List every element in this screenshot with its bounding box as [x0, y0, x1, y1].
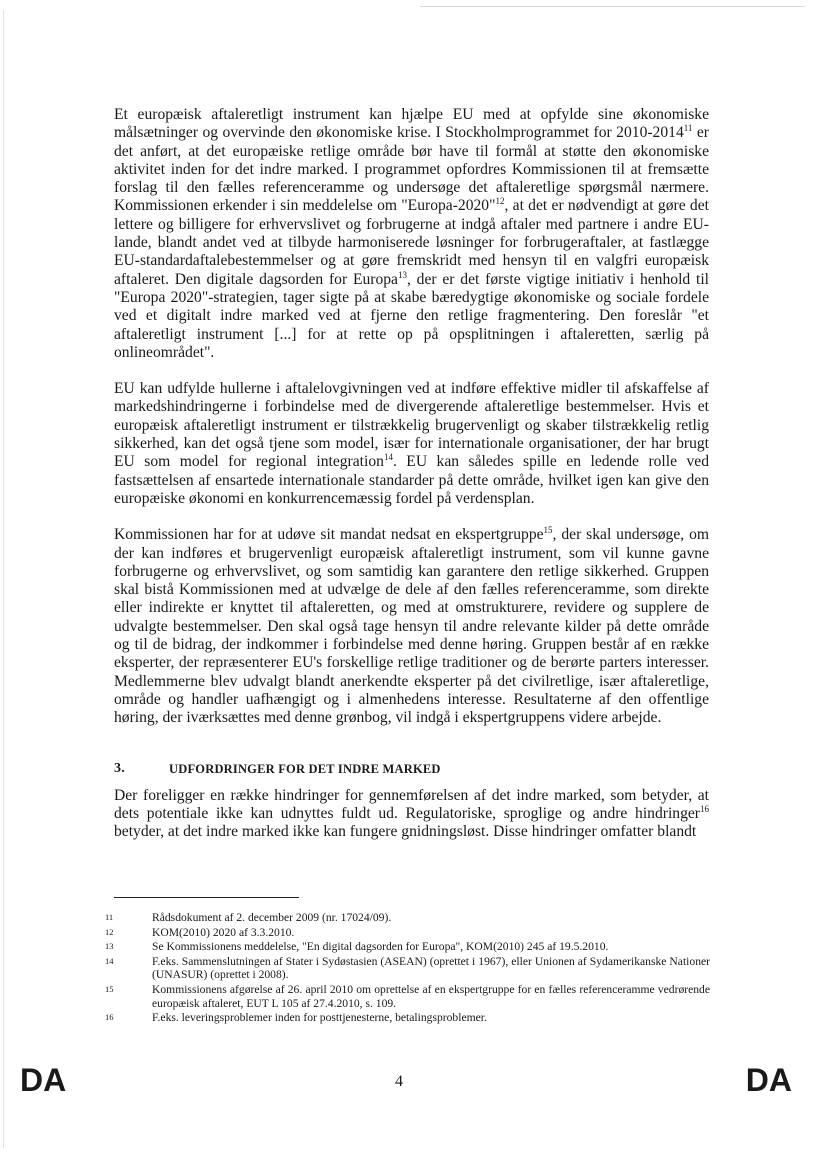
section-title: UDFORDRINGER FOR DET INDRE MARKED: [169, 761, 441, 776]
footnote-item: [105, 955, 710, 982]
paragraph-expert-group: Kommissionen har for at udøve sit mandat nedsat en ekspertgruppe$^{15}$, der skal undersøge, om der kan indføres et brugervenligt europæisk aftaleretligt instrument, som vil kunne gavne forbrugerne og erhvervslivet, og som samtidig kan garantere den retlige sikkerhed. Gruppen skal bistå Kommissionen med at udvælge de dele af den fælles referenceramme, som direkte eller indirekte er knyttet til aftaleretten, og med at omstrukturere, revidere og supplere de udvalgte bestemmelser. Den skal også tage hensyn til andre relevante kilder på dette område og til de bidrag, der indkommer i forbindelse med denne høring. Gruppen består af en række eksperter, der repræsenterer EU's forskellige retlige traditioner og de berørte parters interesser. Medlemmerne blev udvalgt blandt anerkendte eksperter på det civilretlige, især aftaleretlige, område og handler uafhængigt og i almenhedens interesse. Resultaterne af den offentlige høring, der iværksættes med denne grønbog, vil indgå i ekspertgruppens videre arbejde.: [114, 525, 710, 727]
footnote-text: F.eks. Sammenslutningen af Stater i Sydøstasien (ASEAN) (oprettet i 1967), eller Unionen af Sydamerikanske Nationer (UNASUR) (oprettet i 2008).: [152, 954, 710, 982]
footnote-item: [105, 983, 710, 1010]
footnote-item: [105, 911, 710, 925]
language-code-right: DA: [745, 1062, 792, 1098]
footnote-item: [105, 926, 710, 940]
scan-edge-top: [420, 6, 805, 7]
footnote-ref-13[interactable]: 13: [397, 269, 407, 280]
section-number: 3.: [114, 760, 125, 776]
language-code-left: DA: [20, 1062, 67, 1098]
footnote-ref-11[interactable]: 11: [683, 123, 693, 134]
footnote-item: [105, 1011, 710, 1025]
footnote-item: [105, 940, 710, 954]
footnote-number: 14: [105, 955, 114, 966]
paragraph-eu-role: EU kan udfylde hullerne i aftalelovgivningen ved at indføre effektive midler til afskaffelse af markedshindringerne i forbindelse med de divergerende aftaleretlige bestemmelser. Hvis et europæisk aftaleretligt instrument er tilstrækkelig brugervenligt og skaber tilstrækkelig retlig sikkerhed, kan det også tjene som model, især for internationale organisationer, der har brugt EU som model for regional integration$^{14}$. EU kan således spille en ledende rolle ved fastsættelsen af ensartede internationale standarder på dette område, hvilket igen kan give den europæiske økonomi en konkurrencemæssig fordel på verdensplan.: [114, 380, 710, 507]
footnote-ref-14[interactable]: 14: [383, 452, 393, 463]
footnote-text: Rådsdokument af 2. december 2009 (nr. 17024/09).: [152, 911, 392, 924]
footnote-text: KOM(2010) 2020 af 3.3.2010.: [152, 925, 295, 939]
footnote-ref-12[interactable]: 12: [495, 196, 505, 207]
footnote-text: Se Kommissionens meddelelse, "En digital dagsorden for Europa", KOM(2010) 245 af 19.5.2010.: [152, 940, 609, 954]
footnote-number: 12: [105, 926, 114, 937]
footnote-number: 13: [105, 941, 114, 952]
footnote-number: 16: [105, 1012, 114, 1023]
footnote-number: 11: [105, 912, 114, 922]
footnote-text: Kommissionens afgørelse af 26. april 2010 om oprettelse af en ekspertgruppe for en fælles referenceramme vedrørende europæisk aftaleret, EUT L 105 af 27.4.2010, s. 109.: [152, 982, 710, 1010]
footnote-number: 15: [105, 983, 114, 994]
footnote-ref-16[interactable]: 16: [700, 803, 709, 814]
footnote-ref-15[interactable]: 15: [543, 525, 553, 536]
paragraph-internal-market-barriers: Der foreligger en række hindringer for gennemførelsen af det indre marked, som betyder, at dets potentiale ikke kan udnyttes fuldt ud. Regulatoriske, sproglige og andre hindringer$^{16}$ betyder, at det indre marked ikke kan fungere gnidningsløst. Disse hindringer omfatter blandt: [114, 786, 709, 841]
section-heading: [114, 760, 709, 778]
footnote-text: F.eks. leveringsproblemer inden for posttjenesterne, betalingsproblemer.: [152, 1011, 487, 1025]
footnote-separator: [114, 897, 299, 898]
scan-edge-left: [3, 10, 4, 1148]
page-body: [114, 106, 709, 860]
footnotes: [105, 911, 710, 1026]
page-number: 4: [395, 1073, 403, 1090]
paragraph-instrument-benefits: Et europæisk aftaleretligt instrument kan hjælpe EU med at opfylde sine økonomiske målsætninger og overvinde den økonomiske krise. I Stockholmprogrammet for 2010-2014$^{11}$ er det anført, at det europæiske retlige område bør have til formål at støtte den økonomiske aktivitet inden for det indre marked. I programmet opfordres Kommissionen til at fremsætte forslag til den fælles referenceramme og undersøge det aftaleretlige spørgsmål nærmere. Kommissionen erkender i sin meddelelse om "Europa-2020"$^{12}$, at det er nødvendigt at gøre det lettere og billigere for erhvervslivet og forbrugerne at indgå aftaler med partnere i andre EU-lande, blandt andet ved at tilbyde harmoniserede løsninger for forbrugeraftaler, at fastlægge EU-standardaftalebestemmelser og at gøre fremskridt med hensyn til en valgfri europæisk aftaleret. Den digitale dagsorden for Europa$^{13}$, der er det første vigtige initiativ i henhold til "Europa 2020"-strategien, tager sigte på at skabe bæredygtige økonomiske og sociale fordele ved et digitalt indre marked ved at fjerne den retlige fragmentering. Den foreslår "et aftaleretligt instrument [...] for at rette op på opsplitningen i aftaleretten, særlig på onlineområdet".: [114, 106, 709, 361]
